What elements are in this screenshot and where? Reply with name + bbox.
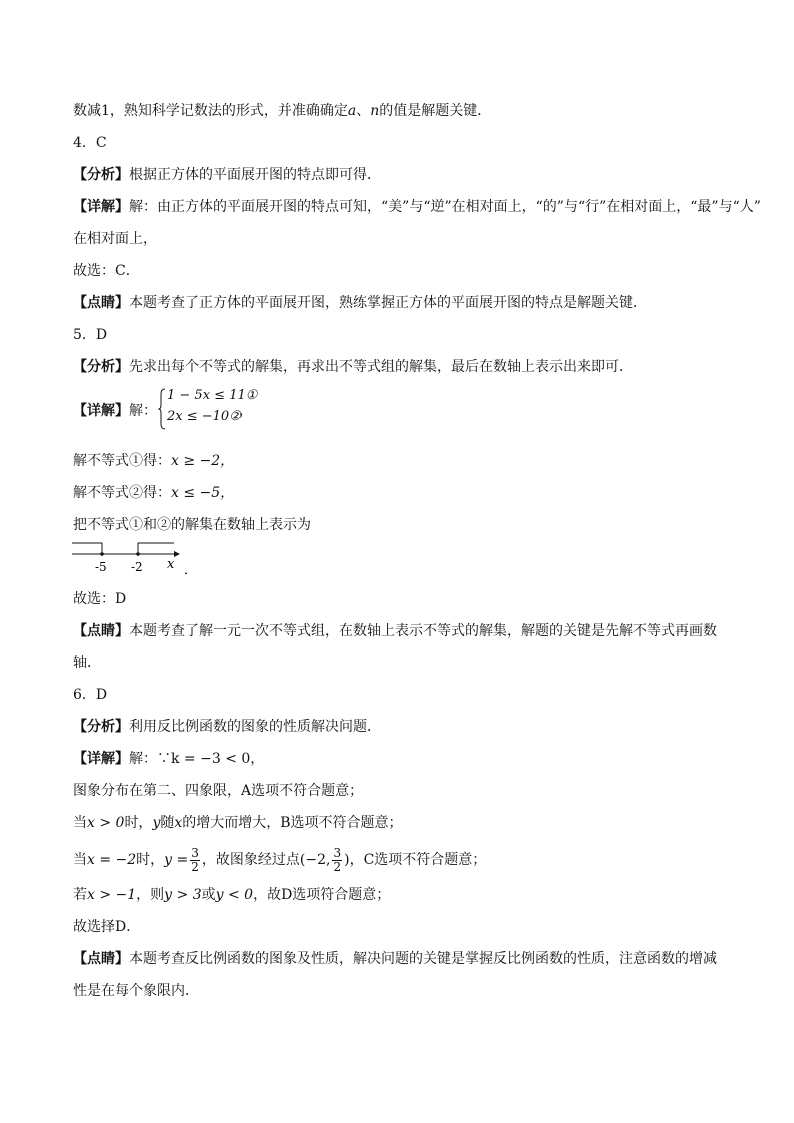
inequality-1: 1 − 5x ≤ 11① bbox=[167, 388, 258, 403]
text-line: 把不等式①和②的解集在数轴上表示为 bbox=[73, 517, 311, 533]
detail-line-cont: 在相对面上， bbox=[73, 231, 157, 247]
question-number: 6．D bbox=[73, 687, 108, 703]
comment-line: 【点睛】本题考查了正方体的平面展开图，熟练掌握正方体的平面展开图的特点是解题关键． bbox=[73, 295, 647, 311]
math-var: a bbox=[347, 103, 357, 119]
analysis-line: 【分析】利用反比例函数的图象的性质解决问题． bbox=[73, 719, 381, 735]
tick-label-a: -5 bbox=[95, 560, 107, 574]
comment-tag: 【点睛】 bbox=[73, 951, 129, 967]
analysis-line: 【分析】先求出每个不等式的解集，再求出不等式组的解集，最后在数轴上表示出来即可． bbox=[73, 359, 633, 375]
analysis-tag: 【分析】 bbox=[73, 719, 129, 735]
detail-tag: 【详解】 bbox=[73, 199, 129, 215]
solution-line: 解不等式①得：x ≥ −2， bbox=[73, 453, 235, 469]
math-var: n bbox=[370, 103, 380, 119]
point-b bbox=[136, 552, 140, 556]
comment-tag: 【点睛】 bbox=[73, 623, 129, 639]
question-number: 5．D bbox=[73, 327, 108, 343]
solution-ray-right bbox=[138, 543, 174, 554]
comment-line: 【点睛】本题考查了解一元一次不等式组，在数轴上表示不等式的解集，解题的关键是先解不等式再画数 bbox=[73, 623, 717, 639]
text-line: 图象分布在第二、四象限，A选项不符合题意； bbox=[73, 783, 364, 799]
left-brace-icon bbox=[158, 388, 166, 430]
solution-line: 解不等式②得：x ≤ −5， bbox=[73, 485, 235, 501]
choice-line: 故选择D． bbox=[73, 919, 141, 935]
analysis-line: 【分析】根据正方体的平面展开图的特点即可得． bbox=[73, 167, 381, 183]
analysis-tag: 【分析】 bbox=[73, 359, 129, 375]
inequality-2: 2x ≤ −10② bbox=[167, 409, 241, 424]
fraction: $\frac{3}{2}$ bbox=[191, 845, 199, 874]
period: ． bbox=[184, 563, 198, 578]
text-line: 当x = −2时，y = $\frac{3}{2}$ ，故图象经过点(−2, $\frac{3}{2}$ )，C选项不符合题意； bbox=[73, 845, 487, 874]
detail-line: 【详解】解：由正方体的平面展开图的特点可知，“美”与“逆”在相对面上，“的”与“行”在相对面上，“最”与“人” bbox=[73, 199, 761, 215]
text-line: 当x > 0时，y随x的增大而增大，B选项不符合题意； bbox=[73, 815, 403, 831]
fraction: $\frac{3}{2}$ bbox=[333, 845, 342, 874]
text-line: 若x > −1，则y > 3或y < 0，故D选项符合题意； bbox=[73, 887, 391, 903]
comment-line-cont: 性是在每个象限内． bbox=[73, 983, 199, 999]
detail-tag: 【详解】 bbox=[73, 751, 129, 767]
comment-tag: 【点睛】 bbox=[73, 295, 129, 311]
comment-line-cont: 轴． bbox=[73, 655, 101, 671]
point-a bbox=[100, 552, 104, 556]
solution-ray-left bbox=[72, 543, 102, 554]
comment-line: 【点睛】本题考查反比例函数的图象及性质，解决问题的关键是掌握反比例函数的性质，注意函数的增减 bbox=[73, 951, 717, 967]
analysis-tag: 【分析】 bbox=[73, 167, 129, 183]
axis-variable: x bbox=[167, 557, 175, 572]
choice-line: 故选：D bbox=[73, 591, 127, 607]
choice-line: 故选：C． bbox=[73, 263, 140, 279]
arrow-icon bbox=[174, 551, 180, 557]
tick-label-b: -2 bbox=[131, 560, 143, 574]
detail-line: 【详解】解：∵k = −3 < 0， bbox=[73, 751, 265, 767]
document-page: 数减1，熟知科学记数法的形式，并准确确定a、n的值是解题关键． 4．C 【分析】根据正方体的平面展开图的特点即可得． 【详解】解：由正方体的平面展开图的特点可知，“美”与“逆”在相对面上，“的”与“行”在相对面上，“最”与“人” 在相对面上， 故选：C． 【点睛】本题考查了正方体的平面展开图，熟练掌握正方体的平面展开图的特点是解题关键． 5．D 【分析】先求出每个不等式的解集，再求出不等式组的解集，最后在数轴上表示出来即可． 【详解】解： 1 − 5x ≤ 11① 2x ≤ −10② ， 解不等式①得：x ≥ −2， 解不等式②得：x ≤ −5， 把不等式①和②的解集在数轴上表示为 -5 -2 x ． 故选：D 【点睛】本题考查了解一元一次不等式组，在数轴上表示不等式的解集，解题的关键是先解不等式再画数 轴． 6．D 【分析】利用反比例函数的图象的性质解决问题． 【详解】解：∵k = −3 < 0， 图象分布在第二、四象限，A选项不符合题意； 当x > 0时，y随x的增大而增大，B选项不符合题意； 当x = −2时，y = $\frac{3}{2}$ ，故图象经过点(−2, $\frac{3}{2}$ )，C选项不符合题意； 若x > −1，则y > 3或y < 0，故D选项符合题意； 故选择D． 【点睛】本题考查反比例函数的图象及性质，解决问题的关键是掌握反比例函数的性质，注意函数的增减 性是在每个象限内． bbox=[0, 0, 794, 1123]
number-line-figure bbox=[70, 538, 210, 578]
question-number: 4．C bbox=[73, 135, 107, 151]
detail-tag: 【详解】 bbox=[73, 403, 129, 419]
text-line: 数减1，熟知科学记数法的形式，并准确确定a、n的值是解题关键． bbox=[73, 103, 492, 119]
